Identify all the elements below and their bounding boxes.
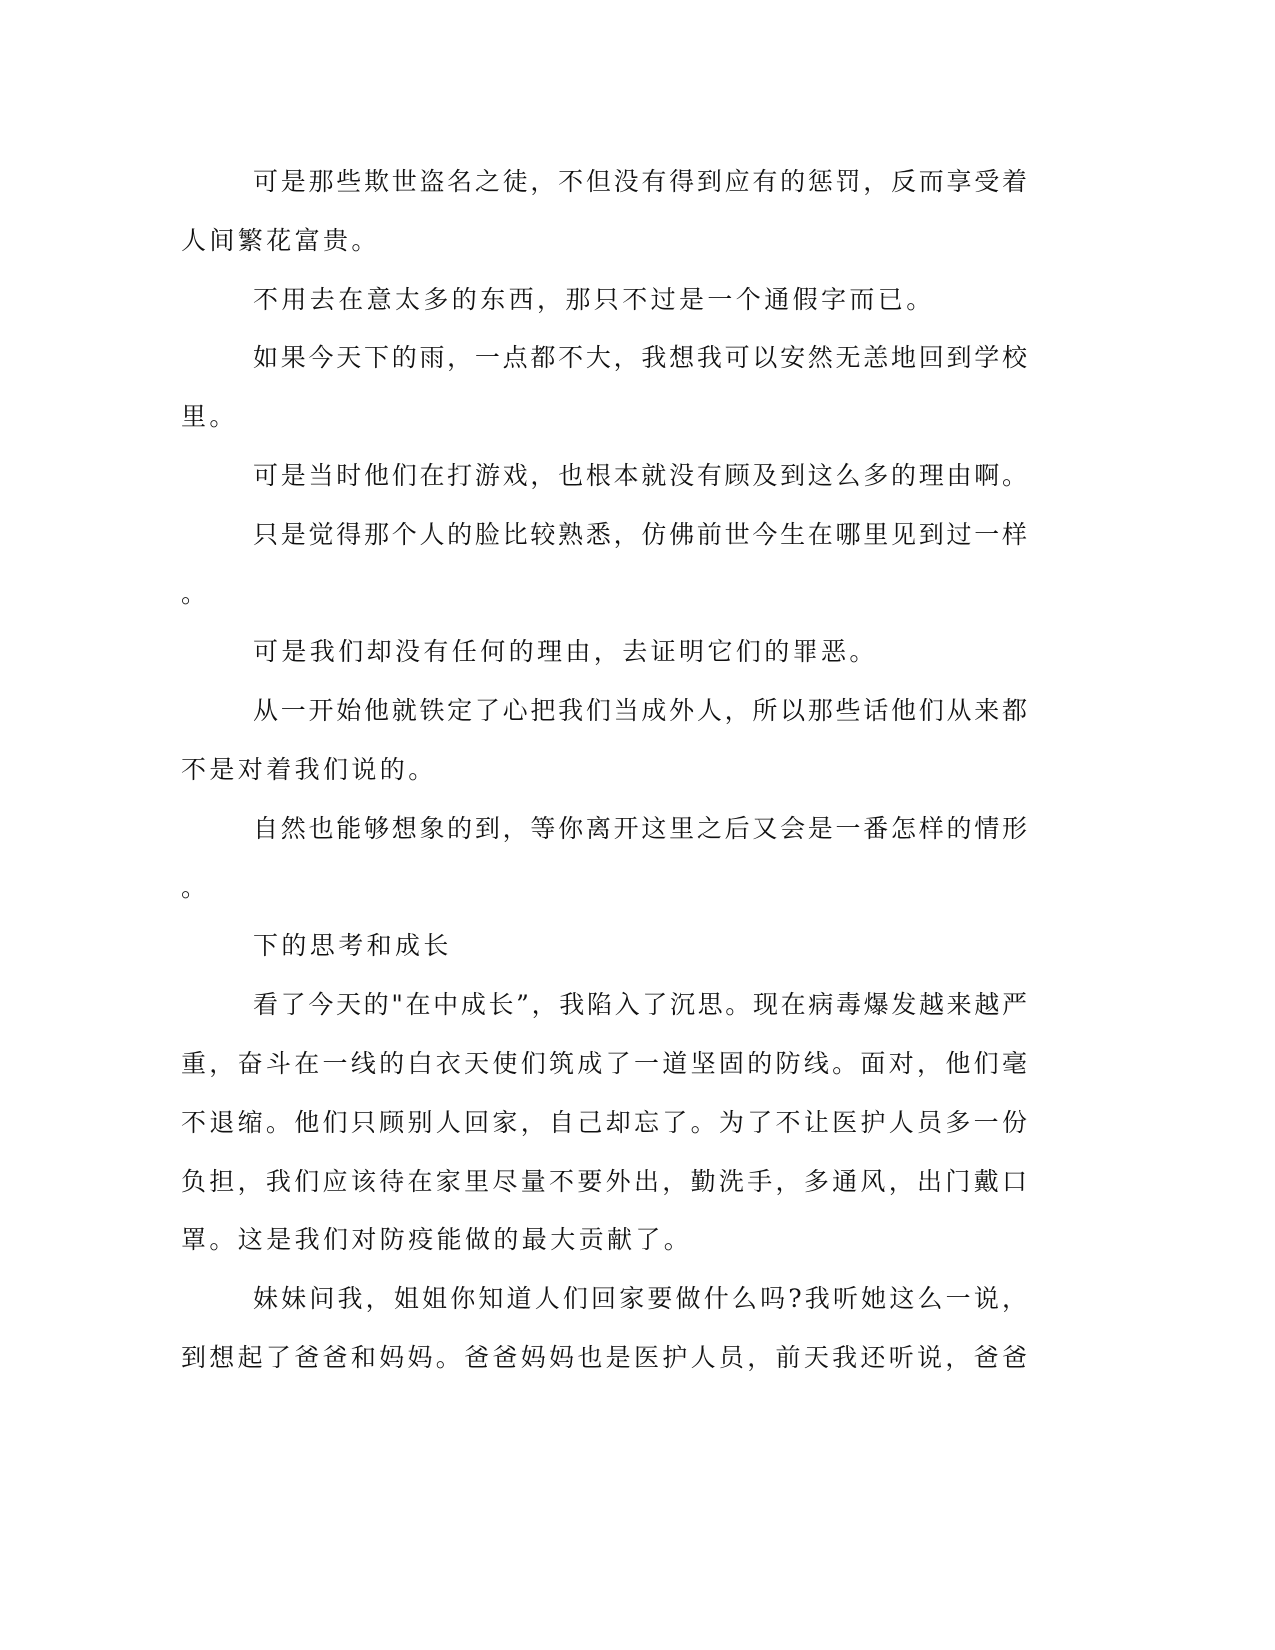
text-line: 从一开始他就铁定了心把我们当成外人，所以那些话他们从来都 xyxy=(253,696,1027,726)
text-line: 。 xyxy=(181,578,210,608)
text-line: 重，奋斗在一线的白衣天使们筑成了一道坚固的防线。面对，他们毫 xyxy=(181,1048,1027,1078)
text-line: 只是觉得那个人的脸比较熟悉，仿佛前世今生在哪里见到过一样 xyxy=(253,519,1027,549)
document-body xyxy=(181,153,1027,1388)
text-line: 下的思考和成长 xyxy=(253,931,452,961)
text-line: 人间繁花富贵。 xyxy=(181,225,380,255)
text-line: 。 xyxy=(181,872,210,902)
text-line: 不用去在意太多的东西，那只不过是一个通假字而已。 xyxy=(253,284,935,314)
text-line: 可是那些欺世盗名之徒，不但没有得到应有的惩罚，反而享受着 xyxy=(253,167,1027,196)
text-line: 负担，我们应该待在家里尽量不要外出，勤洗手，多通风，出门戴口 xyxy=(181,1166,1027,1196)
text-line: 罩。这是我们对防疫能做的最大贡献了。 xyxy=(181,1225,693,1255)
text-line: 可是当时他们在打游戏，也根本就没有顾及到这么多的理由啊。 xyxy=(253,460,1027,490)
text-line: 到想起了爸爸和妈妈。爸爸妈妈也是医护人员，前天我还听说，爸爸 xyxy=(181,1342,1027,1372)
text-line: 里。 xyxy=(181,402,238,432)
text-line: 看了今天的"在中成长”，我陷入了沉思。现在病毒爆发越来越严 xyxy=(253,990,1027,1020)
text-line: 不是对着我们说的。 xyxy=(181,754,437,784)
text-line: 可是我们却没有任何的理由，去证明它们的罪恶。 xyxy=(253,637,878,667)
text-line: 如果今天下的雨，一点都不大，我想我可以安然无恙地回到学校 xyxy=(253,343,1027,373)
text-line: 自然也能够想象的到，等你离开这里之后又会是一番怎样的情形 xyxy=(253,813,1027,843)
text-line: 妹妹问我，姐姐你知道人们回家要做什么吗?我听她这么一说， xyxy=(253,1284,1027,1314)
text-line: 不退缩。他们只顾别人回家，自己却忘了。为了不让医护人员多一份 xyxy=(181,1107,1027,1137)
